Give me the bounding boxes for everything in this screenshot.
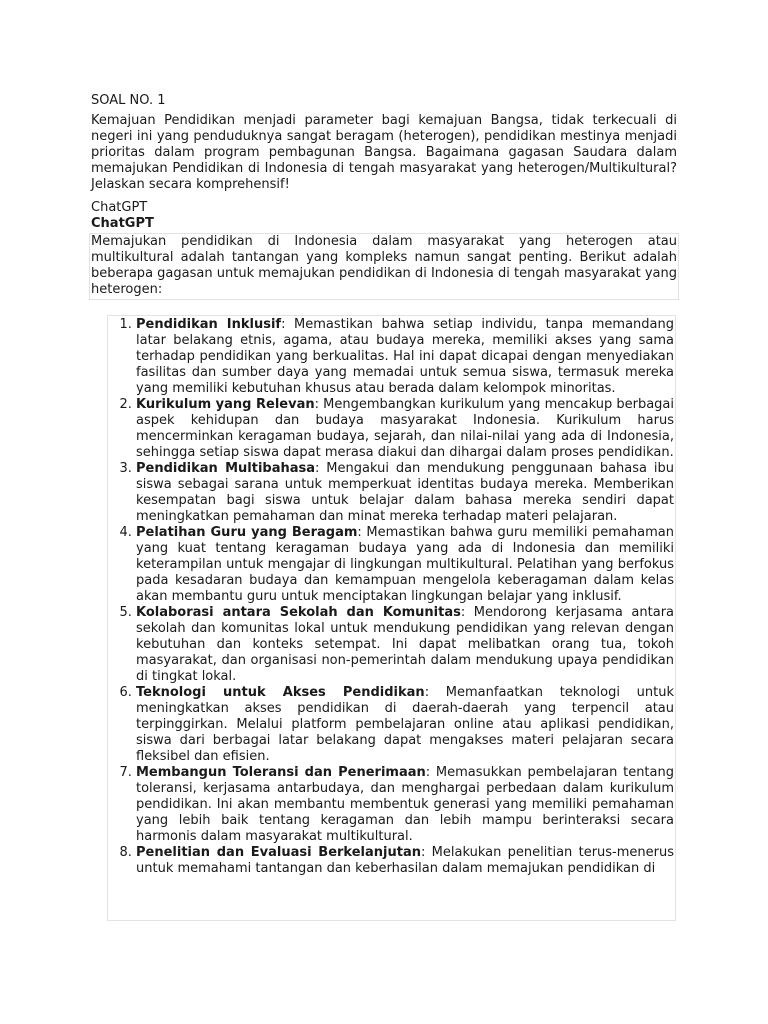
item-title: Penelitian dan Evaluasi Berkelanjutan	[136, 845, 421, 860]
item-title: Pelatihan Guru yang Beragam	[136, 525, 358, 540]
item-title: Teknologi untuk Akses Pendidikan	[136, 685, 425, 700]
list-item	[136, 317, 675, 397]
list-item	[136, 461, 675, 525]
intro-box	[89, 233, 679, 300]
item-text: : Memastikan bahwa guru memiliki pemahaman yang kuat tentang keragaman budaya yang ada di Indonesia dan memiliki keterampilan untuk mengajar di lingkungan multikultural. Pelatihan yang berfokus pada kesadaran budaya dan kemampuan mengelola keberagaman dalam kelas akan membantu guru untuk menciptakan lingkungan belajar yang inklusif.	[136, 525, 674, 604]
item-title: Pendidikan Inklusif	[136, 317, 282, 332]
item-text: : Memanfaatkan teknologi untuk meningkatkan akses pendidikan di daerah-daerah yang terpencil atau terpinggirkan. Melalui platform pembelajaran online atau aplikasi pendidikan, siswa dari berbagai latar belakang dapat mengakses materi pelajaran secara fleksibel dan efisien.	[136, 685, 674, 764]
source-label: ChatGPT	[91, 200, 148, 215]
list-item	[136, 765, 675, 845]
item-title: Membangun Toleransi dan Penerimaan	[136, 765, 426, 780]
question-text: Kemajuan Pendidikan menjadi parameter bagi kemajuan Bangsa, tidak terkecuali di negeri ini yang penduduknya sangat beragam (heterogen), pendidikan mestinya menjadi prioritas dalam program pembagunan Bangsa. Bagaimana gagasan Saudara dalam memajukan Pendidikan di Indonesia di tengah masyarakat yang heterogen/Multikultural? Jelaskan secara komprehensif!	[91, 113, 677, 192]
item-title: Kolaborasi antara Sekolah dan Komunitas	[136, 605, 461, 620]
item-text: : Mengakui dan mendukung penggunaan bahasa ibu siswa sebagai sarana untuk memperkuat identitas budaya mereka. Memberikan kesempatan bagi siswa untuk belajar dalam bahasa mereka sendiri dapat meningkatkan pemahaman dan minat mereka terhadap materi pelajaran.	[136, 461, 674, 524]
list-item	[136, 525, 675, 605]
soal-title: SOAL NO. 1	[91, 93, 166, 108]
list-item	[136, 605, 675, 685]
item-text: : Melakukan penelitian terus-menerus untuk memahami tantangan dan keberhasilan dalam memajukan pendidikan di	[136, 845, 674, 876]
intro-text: Memajukan pendidikan di Indonesia dalam masyarakat yang heterogen atau multikultural adalah tantangan yang kompleks namun sangat penting. Berikut adalah beberapa gagasan untuk memajukan pendidikan di Indonesia di tengah masyarakat yang heterogen:	[91, 234, 677, 297]
ideas-list	[108, 316, 675, 877]
item-title: Pendidikan Multibahasa	[136, 461, 316, 476]
list-item	[136, 845, 675, 877]
item-text: : Memasukkan pembelajaran tentang toleransi, kerjasama antarbudaya, dan menghargai perbedaan dalam kurikulum pendidikan. Ini akan membantu membentuk generasi yang memiliki pemahaman yang lebih baik tentang keragaman dan lebih mampu berinteraksi secara harmonis dalam masyarakat multikultural.	[136, 765, 674, 844]
item-text: : Mengembangkan kurikulum yang mencakup berbagai aspek kehidupan dan budaya masyarakat Indonesia. Kurikulum harus mencerminkan keragaman budaya, sejarah, dan nilai-nilai yang ada di Indonesia, sehingga setiap siswa dapat merasa diakui dan dihargai dalam proses pendidikan.	[136, 397, 674, 460]
source-label-bold: ChatGPT	[91, 216, 154, 231]
ideas-list-box	[107, 315, 676, 921]
list-item	[136, 685, 675, 765]
item-title: Kurikulum yang Relevan	[136, 397, 315, 412]
list-item	[136, 397, 675, 461]
item-text: : Mendorong kerjasama antara sekolah dan komunitas lokal untuk mendukung pendidikan yang relevan dengan kebutuhan dan konteks setempat. Ini dapat melibatkan orang tua, tokoh masyarakat, dan organisasi non-pemerintah dalam mendukung upaya pendidikan di tingkat lokal.	[136, 605, 674, 684]
item-text: : Memastikan bahwa setiap individu, tanpa memandang latar belakang etnis, agama, atau budaya mereka, memiliki akses yang sama terhadap pendidikan yang berkualitas. Hal ini dapat dicapai dengan menyediakan fasilitas dan sumber daya yang memadai untuk semua siswa, termasuk mereka yang memiliki kebutuhan khusus atau berada dalam kelompok minoritas.	[136, 317, 674, 396]
